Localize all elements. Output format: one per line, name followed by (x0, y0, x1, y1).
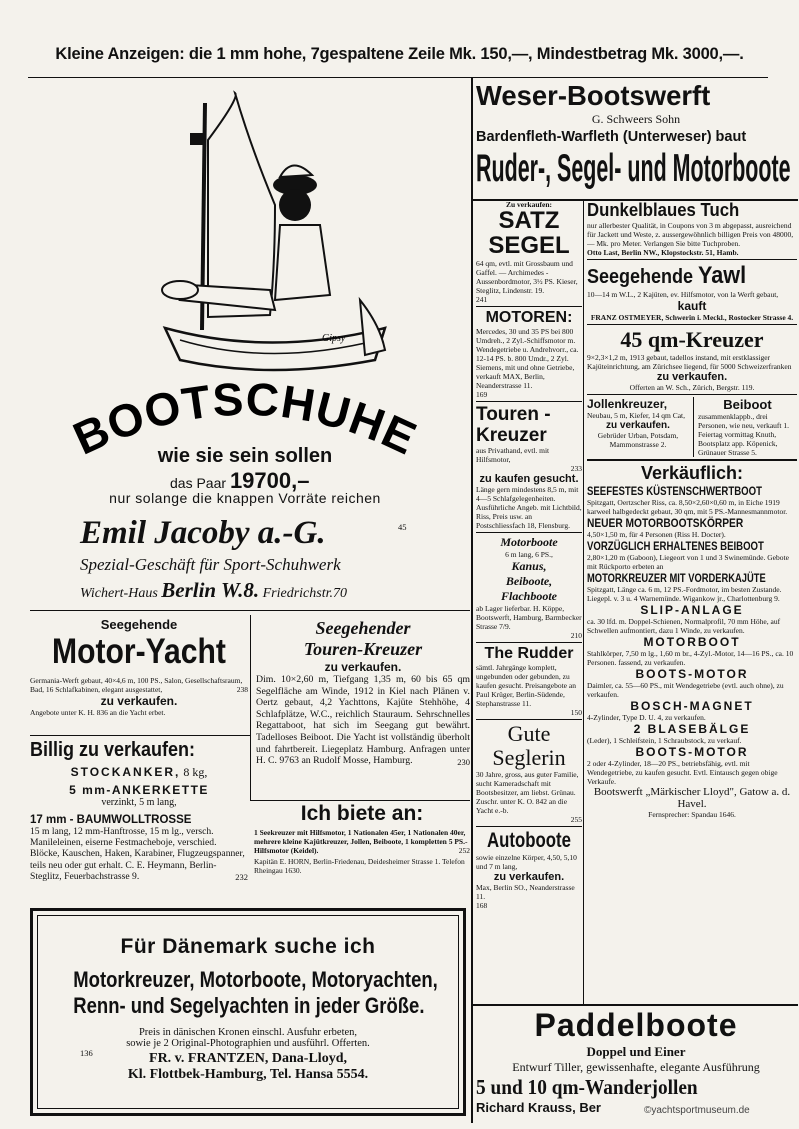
boot-ad-ref: 45 (398, 522, 407, 532)
qm-body: 9×2,3×1,2 m, 1913 gebaut, tadellos instand, mit erstklassiger Kajüteinrichtung, am Zürichsee liegend, für 5000 Schweizerfranken (587, 353, 792, 371)
billig-l2: 5 mm-ANKERKETTE (69, 783, 209, 797)
jolle-title: Jollenkreuzer, (587, 397, 668, 411)
gute-title-1: Gute (507, 721, 551, 746)
daenemark-ad (40, 935, 456, 1105)
gute-title-2: Seglerin (492, 745, 566, 770)
tuch-title: Dunkelblaues Tuch (587, 200, 740, 220)
weser-place: Bardenfleth-Warfleth (Unterweser) baut (476, 129, 747, 145)
jolle-contact: Gebrüder Urban, Potsdam, Mammonstrasse 2. (597, 431, 679, 449)
bootschuhe-subline: wie sie sein sollen (157, 445, 333, 467)
mb-title-3: Kanus, (511, 559, 547, 573)
yawl-contact: FRANZ OSTMEYER, Schwerin i. Meckl., Rostocker Strasse 4. (590, 313, 794, 322)
satz-ref: 241 (476, 295, 488, 304)
mb-title-2: 6 m lang, 6 PS., (505, 550, 553, 559)
yawl-title (587, 262, 776, 290)
yawl-title-2: Yawl (698, 262, 747, 289)
paddel-body: Entwurf Tiller, gewissenhafte, elegante Ausführung (512, 1060, 760, 1074)
motor-yacht-ref: 238 (236, 685, 248, 694)
touren-title-2: Touren-Kreuzer (303, 639, 423, 659)
left-ad-divider (30, 610, 470, 611)
yawl-title-1: Seegehende (587, 266, 694, 288)
vk1-body: Spitzgatt, Oertzscher Riss, ca. 8,50×2,60×0,60 m, in Eiche 1919 karweel halbgedeckt gebaut, 30 qm, mit 5 PS.-Mannesmannmotor. (587, 498, 788, 516)
weser-product: Ruder-, Segel- und Motorboote (476, 147, 791, 190)
motor-yacht-ad (30, 615, 248, 735)
price-prefix: das Paar (170, 475, 227, 491)
billig-l3: verzinkt, 5 m lang, (101, 797, 177, 808)
jolle-sale: zu verkaufen. (606, 420, 670, 431)
beiboot-body: zusammenklappb., drei Personen, wie neu, verkauft 1. Feiertag vormittag Knuth, Bootsplatz app. Köpenick, Grünauer Strasse 5. (697, 412, 789, 457)
daenemark-name: FR. v. FRANTZEN, Dana-Lloyd, (149, 1051, 347, 1066)
boot-shoe-ad (30, 85, 460, 610)
vk3-title: VORZÜGLICH ERHALTENES BEIBOOT (587, 539, 764, 553)
motor-yacht-sale: zu verkaufen. (100, 694, 178, 708)
street-name: Friedrichstr.70 (262, 586, 347, 601)
weser-owner: G. Schweers Sohn (591, 112, 681, 126)
vk4-title: MOTORKREUZER MIT VORDERKAJÜTE (587, 571, 766, 585)
vk3-body: 2,80×1,20 m (Gaboon), Liegeort von 1 und 3 Swinemünde. Gebote mit Rückporto erbeten an (587, 553, 789, 571)
auto-ref: 168 (476, 901, 488, 910)
motor-yacht-contact: Angebote unter K. H. 836 an die Yacht erbet. (30, 708, 166, 717)
middle-column (476, 200, 582, 1005)
mboot-body: Stahlkörper, 7,50 m lg., 1,60 m br., 4-Zyl.-Motor, 14—16 PS., ca. 10 Personen. fassend, zu verkaufen. (587, 649, 794, 667)
rudder-title: The Rudder (484, 645, 574, 662)
gute-body: 30 Jahre, gross, aus guter Familie, sucht Kameradschaft mit Bootsbesitzer, am liebst. Grünau. Zuschr. unter K. O. 842 an die Yacht e.-b. (476, 770, 579, 815)
specialty-line: Spezial-Geschäft für Sport-Schuhwerk (80, 555, 341, 574)
touren-mid-ref: 233 (570, 464, 582, 473)
bm1-body: Daimler, ca. 55—60 PS., mit Wendegetriebe (evtl. auch ohne), zu verkaufen. (587, 681, 784, 699)
daenemark-body1: Preis in dänischen Kronen einschl. Ausfuhr erbeten, (138, 1027, 358, 1038)
bm2-body: 2 oder 4-Zylinder, 18—20 PS., betriebsfähig, evtl. mit Wendegetriebe, zu kaufen gesucht. Evtl. Eintausch gegen obige Verkaufe. (587, 759, 778, 786)
auto-contact: Max, Berlin SO., Neanderstrasse 11. (476, 883, 575, 901)
motor-yacht-vrule (250, 615, 251, 800)
address-prefix: Wichert-Haus (80, 586, 158, 601)
beiboot-block (698, 397, 797, 457)
paddel-contact: Richard Krauss, Ber (476, 1100, 601, 1115)
vk2-body: 4,50×1,50 m, für 4 Personen (Riss H. Docter). (587, 530, 726, 539)
touren-mid-body2: Länge gern mindestens 8,5 m, mit 4—5 Schlafgelegenheiten. Ausführliche Angeb. mit Lichtbild, Riss, Preis usw. an Postschliessfach 18, Flensburg. (476, 485, 582, 530)
auto-title: Autoboote (487, 829, 571, 852)
jolle-body: Neubau, 5 m, Kiefer, 14 qm Cat, (587, 411, 686, 420)
billig-l1-name: STOCKANKER, (70, 765, 181, 779)
weser-ad (476, 80, 796, 200)
ich-biete-top-rule (250, 800, 470, 801)
auto-sale: zu verkaufen. (493, 871, 565, 883)
mb-title-1: Motorboote (500, 535, 558, 549)
ich-biete-title: Ich biete an: (300, 802, 424, 825)
paddel-top-rule (473, 1004, 798, 1006)
satz-title-2: SEGEL (488, 232, 570, 259)
daenemark-title: Für Dänemark suche ich (120, 935, 376, 958)
vk4-body: Spitzgatt, Länge ca. 6 m, 12 PS.-Fordmotor, im besten Zustande. Liegepl. v. 3 u. 4 Warnemünde. Wigankow jr., Charlottenburg 9. (587, 585, 782, 603)
touren-body: Dim. 10×2,60 m, Tiefgang 1,35 m, 60 bis 65 qm Segelfläche am Winde, 1912 in Kiel nach Plänen v. Oertz gebaut, 4,2 Yachttons, Kajüte Stehhöhe, 4 Schlafplätze, W.C., reichlich Stauraum. Sehrschnelles Regattaboot, hat sich im Seegang gut bewährt. Tadelloses Beiboot. Die Yacht ist vollständig überholt und fahrtbereit. Liegeplatz Hamburg. Anfragen unter H. C. 9763 an Rudolf Mosse, Hamburg. (256, 674, 470, 767)
touren-mid-title-2: Kreuzer (476, 425, 547, 446)
company-name: Emil Jacoby a.-G. (80, 515, 326, 551)
yawl-buy: kauft (677, 299, 707, 313)
qm-title: 45 qm-Kreuzer (620, 327, 764, 352)
ich-biete-body: 1 Seekreuzer mit Hilfsmotor, 1 Nationalen 45er, 1 Nationalen 40er, mehrere kleine Kajütkreuzer, Jollen, Beiboote, 1 kompletten 5 PS.-Hilfsmotor (Keidel). (254, 828, 468, 855)
weser-title: Weser-Bootswerft (476, 80, 711, 111)
motoren-body: Mercedes, 30 und 35 PS bei 800 Umdreh., 2 Zyl.-Schiffsmotor m. Wendegetriebe u. Andrehvorr., ca. 12-14 PS. b. 800 Umdr., 2 Zyl. Siemens, mit und ohne Getriebe, verkauft MAX, Berlin, Neanderstrasse 11. (476, 327, 579, 390)
header-rule (28, 77, 768, 78)
billig-ad (30, 739, 248, 904)
billig-top-rule (30, 735, 250, 736)
qm-contact: Offerten an W. Sch., Zürich, Bergstr. 119. (629, 383, 755, 392)
boat-name-label: Gipsy (322, 333, 346, 344)
slip-body: ca. 30 lfd. m. Doppel-Schienen, Normalprofil, 70 mm Höhe, auf Schwellen aufmontiert, dazu 1 Winde, zu verkaufen. (587, 617, 781, 635)
ich-biete-ref: 252 (458, 846, 470, 855)
mboot-title: MOTORBOOT (643, 635, 741, 649)
paddel-title: Paddelboote (534, 1007, 738, 1043)
motoren-ref: 169 (476, 390, 488, 399)
qm-sale: zu verkaufen. (656, 371, 728, 383)
address-line (80, 578, 347, 603)
mb-title-5: Flachboote (501, 589, 557, 603)
touren-ref: 230 (457, 756, 470, 767)
billig-ref: 232 (235, 872, 248, 883)
satz-body: 64 qm, evtl. mit Grossbaum und Gaffel. — Archimedes - Aussenbordmotor, 3½ PS. Kieser, Steglitz, Lindenstr. 19. (476, 259, 578, 295)
svg-text:BOOTSCHUHE: BOOTSCHUHE (65, 372, 425, 460)
paddel-sub: Doppel und Einer (586, 1044, 686, 1059)
daenemark-ref: 136 (80, 1048, 93, 1058)
mb-body: ab Lager lieferbar. H. Köppe, Bootswerft, Hamburg, Barmbecker Strasse 7/9. (476, 604, 582, 631)
ich-biete-contact: Kapitän E. HORN, Berlin-Friedenau, Deidesheimer Strasse 1. Telefon Rheingau 1630. (254, 857, 465, 875)
daenemark-addr: Kl. Flottbek-Hamburg, Tel. Hansa 5554. (127, 1067, 369, 1082)
auto-body: sowie einzelne Körper, 4,50, 5,10 und 7 m lang, (476, 853, 577, 871)
vk1-title: SEEFESTES KÜSTENSCHWERTBOOT (587, 484, 762, 498)
billig-body: 15 m lang, 12 mm-Hanftrosse, 15 m lg., versch. Manileleinen, eiserne Festmacheboje, verschied. Blöcke, Kauschen, Haken, Karabiner, Flugzeugspanner, teils neu oder gut erhalt. C. E. Heymann, Berlin-Steglitz, Feuerbachstrasse 9. (30, 826, 245, 882)
billig-l1 (30, 765, 248, 780)
tuch-body: nur allerbester Qualität, in Coupons von 3 m abgepasst, ausreichend für Jackett und Weste, z. aussergewöhnlich billigen Preis von 48000,— Mk. pro Meter. Verlangen Sie bitte Tuchproben. (587, 221, 794, 248)
touren-kreuzer-ad (256, 618, 470, 798)
motoren-title: MOTOREN: (485, 309, 573, 326)
city-name: Berlin W.8. (161, 578, 260, 602)
stock-note: nur solange die knappen Vorräte reichen (109, 490, 381, 506)
motor-yacht-body: Germania-Werft gebaut, 40×4,6 m, 100 PS., Salon, Gesellschaftsraum, Bad, 16 Schlafkabinen, elegant ausgestattet, (30, 676, 243, 694)
satz-title-1: SATZ (498, 207, 560, 234)
paddel-big: 5 und 10 qm-Wanderjollen (476, 1075, 698, 1099)
jolle-block (587, 397, 689, 457)
bal-body: (Leder), 1 Schleifstein, 1 Schraubstock, zu verkauf. (587, 736, 742, 745)
right-column (587, 200, 797, 1005)
page-header: Kleine Anzeigen: die 1 mm hohe, 7gespaltene Zeile Mk. 150,—, Mindestbetrag Mk. 3000,—. (55, 45, 744, 63)
touren-mid-body1: aus Privathand, evtl. mit Hilfsmotor, (476, 446, 550, 464)
satz-pre: Zu verkaufen: (505, 200, 553, 209)
daenemark-body2: sowie je 2 Original-Photographien und ausführl. Offerten. (126, 1038, 370, 1049)
vk-title: Verkäuflich: (640, 463, 744, 483)
daenemark-line2: Renn- und Segelyachten in jeder Größe. (73, 993, 425, 1018)
rudder-body: sämtl. Jahrgänge komplett, ungebunden oder gebunden, zu kaufen gesucht. Preisangebote an Paul Krüger, Berlin-Südende, Stephanstrasse 11. (476, 663, 576, 708)
watermark: ©yachtsportmuseum.de (644, 1105, 750, 1116)
mb-title-4: Beiboote, (505, 574, 553, 588)
motor-yacht-title: Motor-Yacht (52, 632, 226, 671)
gute-ref: 255 (570, 815, 582, 824)
bosch-body: 4-Zylinder, Type D. U. 4, zu verkaufen. (587, 713, 706, 722)
motor-yacht-kicker: Seegehende (100, 617, 178, 632)
lloyd-phone: Fernsprecher: Spandau 1646. (648, 810, 736, 819)
billig-l4: 17 mm - BAUMWOLLTROSSE (30, 814, 192, 826)
rudder-ref: 150 (570, 708, 582, 717)
daenemark-line1: Motorkreuzer, Motorboote, Motoryachten, (73, 967, 438, 992)
ich-biete-ad (254, 802, 470, 902)
touren-mid-sale: zu kaufen gesucht. (479, 473, 579, 485)
bal-title: 2 BLASEBÄLGE (633, 722, 751, 736)
lloyd-line: Bootswerft „Märkischer Lloyd", Gatow a. d. Havel. (593, 786, 791, 810)
touren-mid-title-1: Touren - (476, 404, 551, 425)
mb-ref: 210 (570, 631, 582, 640)
tuch-contact: Otto Last, Berlin NW., Klopstockstr. 51, Hamb. (587, 248, 739, 257)
bm1-title: BOOTS-MOTOR (635, 667, 749, 681)
touren-sale: zu verkaufen. (324, 660, 402, 674)
billig-title: Billig zu verkaufen: (30, 739, 196, 761)
sailor-boat-illustration (30, 85, 460, 385)
vk2-title: NEUER MOTORBOOTSKÖRPER (587, 516, 744, 530)
bm2-title: BOOTS-MOTOR (635, 745, 749, 759)
bosch-title: BOSCH-MAGNET (630, 699, 754, 713)
touren-title-1: Seegehender (315, 618, 411, 638)
middle-column-rule (583, 200, 584, 1005)
price-value: 19700,– (229, 468, 310, 493)
yawl-body: 10—14 m W.L., 2 Kajüten, ev. Hilfsmotor, von la Werft gebaut, (587, 290, 779, 299)
main-column-rule (471, 78, 473, 1123)
slip-title: SLIP-ANLAGE (640, 603, 744, 617)
beiboot-title: Beiboot (723, 397, 772, 412)
billig-l1-weight: 8 kg, (183, 765, 208, 779)
